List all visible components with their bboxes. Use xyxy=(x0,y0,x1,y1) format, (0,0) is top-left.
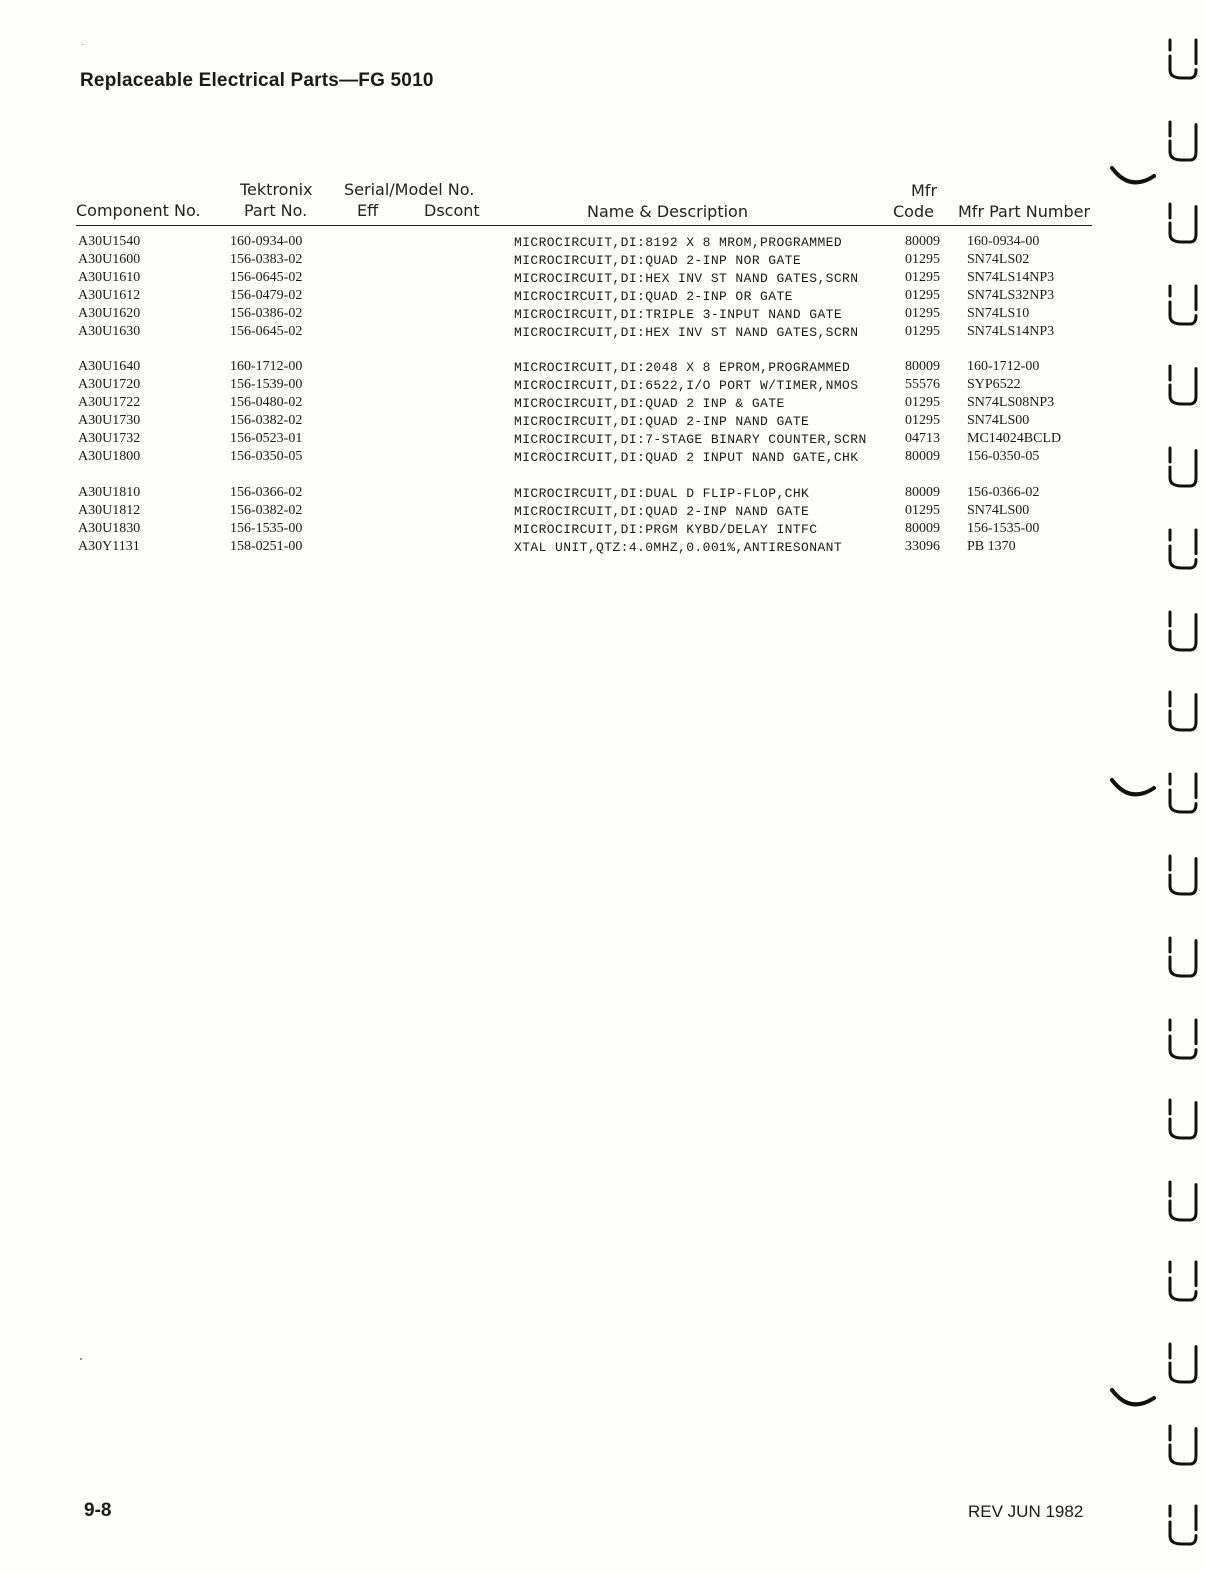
binder-hole-mark xyxy=(1170,692,1196,730)
col-header-component-no: Component No. xyxy=(76,201,201,220)
component-no-cell: A30U1640 xyxy=(78,359,141,374)
mfr-code-cell: 04713 xyxy=(905,430,940,446)
binder-hole-mark xyxy=(1170,286,1196,324)
mfr-code-cell: 01295 xyxy=(905,502,940,518)
mfr-part-number-cell: 156-0350-05 xyxy=(967,448,1040,464)
binder-hole-mark xyxy=(1170,122,1196,160)
description-cell: MICROCIRCUIT,DI:QUAD 2 INPUT NAND GATE,CHK xyxy=(514,449,859,465)
mfr-part-number-cell: SN74LS10 xyxy=(967,305,1030,321)
binder-hole-mark xyxy=(1170,1344,1196,1382)
binder-hole-mark xyxy=(1170,530,1196,568)
binder-ring-arc xyxy=(1112,1390,1154,1404)
description-cell: MICROCIRCUIT,DI:TRIPLE 3-INPUT NAND GATE xyxy=(514,306,843,322)
binder-hole-mark xyxy=(1170,1020,1196,1058)
part-no-cell: 156-0479-02 xyxy=(230,287,303,303)
col-header-serial-model: Serial/Model No. xyxy=(344,180,475,199)
description-cell: MICROCIRCUIT,DI:HEX INV ST NAND GATES,SCRN xyxy=(514,270,859,286)
page-number: 9-8 xyxy=(84,1500,112,1521)
binder-hole-mark xyxy=(1170,448,1196,486)
mfr-code-cell: 80009 xyxy=(905,485,940,500)
mfr-code-cell: 01295 xyxy=(905,251,940,267)
binder-ring-arc xyxy=(1112,780,1154,794)
part-no-cell: 160-1712-00 xyxy=(230,359,303,374)
mfr-code-cell: 80009 xyxy=(905,234,940,249)
mfr-part-number-cell: SN74LS00 xyxy=(967,502,1030,518)
binder-hole-mark xyxy=(1170,1426,1196,1464)
mfr-part-number-cell: SYP6522 xyxy=(967,376,1021,392)
description-cell: MICROCIRCUIT,DI:QUAD 2-INP NOR GATE xyxy=(514,252,802,268)
binder-hole-mark xyxy=(1170,366,1196,404)
binder-hole-mark xyxy=(1170,1100,1196,1138)
revision-date: REV JUN 1982 xyxy=(968,1502,1084,1521)
part-no-cell: 156-0386-02 xyxy=(230,305,303,321)
description-cell: MICROCIRCUIT,DI:QUAD 2 INP & GATE xyxy=(514,395,785,411)
binder-hole-mark xyxy=(1170,40,1196,78)
description-cell: MICROCIRCUIT,DI:6522,I/O PORT W/TIMER,NMOS xyxy=(514,377,859,393)
mfr-part-number-cell: SN74LS00 xyxy=(967,412,1030,428)
col-header-code: Code xyxy=(893,202,934,221)
mfr-code-cell: 55576 xyxy=(905,376,940,392)
mfr-part-number-cell: 156-1535-00 xyxy=(967,520,1040,536)
part-no-cell: 156-0480-02 xyxy=(230,394,303,410)
binder-hole-mark xyxy=(1170,774,1196,812)
col-header-tektronix: Tektronix xyxy=(240,180,313,199)
part-no-cell: 158-0251-00 xyxy=(230,538,303,554)
component-no-cell: A30U1730 xyxy=(78,412,141,428)
mfr-code-cell: 01295 xyxy=(905,269,940,285)
mfr-part-number-cell: SN74LS32NP3 xyxy=(967,287,1055,303)
component-no-cell: A30U1610 xyxy=(78,269,141,285)
mfr-part-number-cell: 160-1712-00 xyxy=(967,359,1040,374)
description-cell: MICROCIRCUIT,DI:PRGM KYBD/DELAY INTFC xyxy=(514,521,818,537)
binder-hole-mark xyxy=(1170,1506,1196,1544)
part-no-cell: 156-0382-02 xyxy=(230,412,303,428)
mfr-part-number-cell: 160-0934-00 xyxy=(967,234,1040,249)
mfr-code-cell: 80009 xyxy=(905,520,940,536)
col-header-eff: Eff xyxy=(357,201,379,220)
scan-speck xyxy=(80,1358,82,1360)
description-cell: MICROCIRCUIT,DI:DUAL D FLIP-FLOP,CHK xyxy=(514,486,810,501)
component-no-cell: A30U1800 xyxy=(78,448,141,464)
part-no-cell: 156-0350-05 xyxy=(230,448,303,464)
part-no-cell: 156-1535-00 xyxy=(230,520,303,536)
mfr-part-number-cell: MC14024BCLD xyxy=(967,430,1062,446)
binder-hole-mark xyxy=(1170,856,1196,894)
col-header-mfr: Mfr xyxy=(911,181,938,200)
mfr-code-cell: 01295 xyxy=(905,287,940,303)
col-header-dscont: Dscont xyxy=(424,201,480,220)
component-no-cell: A30Y1131 xyxy=(78,538,140,554)
part-no-cell: 160-0934-00 xyxy=(230,234,303,249)
description-cell: MICROCIRCUIT,DI:QUAD 2-INP NAND GATE xyxy=(514,413,810,429)
mfr-part-number-cell: SN74LS02 xyxy=(967,251,1030,267)
mfr-part-number-cell: SN74LS14NP3 xyxy=(967,323,1055,339)
mfr-part-number-cell: 156-0366-02 xyxy=(967,485,1040,500)
component-no-cell: A30U1630 xyxy=(78,323,141,339)
col-header-part-no: Part No. xyxy=(244,201,308,220)
description-cell: MICROCIRCUIT,DI:7-STAGE BINARY COUNTER,SCRN xyxy=(514,431,867,447)
mfr-part-number-cell: SN74LS08NP3 xyxy=(967,394,1055,410)
part-no-cell: 156-0383-02 xyxy=(230,251,303,267)
part-no-cell: 156-1539-00 xyxy=(230,376,303,392)
mfr-part-number-cell: PB 1370 xyxy=(967,538,1016,554)
binder-hole-mark xyxy=(1170,612,1196,650)
col-header-name-description: Name & Description xyxy=(587,202,748,221)
col-header-mfr-part-number: Mfr Part Number xyxy=(958,202,1091,221)
binder-holes xyxy=(1090,0,1206,1574)
header-rule xyxy=(76,225,1092,226)
mfr-code-cell: 01295 xyxy=(905,323,940,339)
component-no-cell: A30U1830 xyxy=(78,520,141,536)
description-cell: MICROCIRCUIT,DI:8192 X 8 MROM,PROGRAMMED xyxy=(514,235,843,250)
component-no-cell: A30U1722 xyxy=(78,394,141,410)
mfr-part-number-cell: SN74LS14NP3 xyxy=(967,269,1055,285)
part-no-cell: 156-0366-02 xyxy=(230,485,303,500)
binder-ring-arc xyxy=(1112,168,1154,182)
part-no-cell: 156-0645-02 xyxy=(230,269,303,285)
document-title: Replaceable Electrical Parts—FG 5010 xyxy=(80,70,434,91)
description-cell: MICROCIRCUIT,DI:QUAD 2-INP NAND GATE xyxy=(514,503,810,519)
description-cell: XTAL UNIT,QTZ:4.0MHZ,0.001%,ANTIRESONANT xyxy=(514,539,843,555)
description-cell: MICROCIRCUIT,DI:QUAD 2-INP OR GATE xyxy=(514,288,793,304)
binder-hole-mark xyxy=(1170,938,1196,976)
component-no-cell: A30U1810 xyxy=(78,485,141,500)
description-cell: MICROCIRCUIT,DI:HEX INV ST NAND GATES,SCRN xyxy=(514,324,859,340)
mfr-code-cell: 01295 xyxy=(905,394,940,410)
binder-hole-mark xyxy=(1170,204,1196,242)
component-no-cell: A30U1812 xyxy=(78,502,141,518)
description-cell: MICROCIRCUIT,DI:2048 X 8 EPROM,PROGRAMMED xyxy=(514,360,851,375)
scan-speck xyxy=(82,44,83,45)
part-no-cell: 156-0523-01 xyxy=(230,430,303,446)
component-no-cell: A30U1540 xyxy=(78,234,141,249)
mfr-code-cell: 01295 xyxy=(905,305,940,321)
mfr-code-cell: 80009 xyxy=(905,359,940,374)
component-no-cell: A30U1620 xyxy=(78,305,141,321)
component-no-cell: A30U1612 xyxy=(78,287,141,303)
component-no-cell: A30U1732 xyxy=(78,430,141,446)
mfr-code-cell: 01295 xyxy=(905,412,940,428)
part-no-cell: 156-0645-02 xyxy=(230,323,303,339)
component-no-cell: A30U1600 xyxy=(78,251,141,267)
part-no-cell: 156-0382-02 xyxy=(230,502,303,518)
mfr-code-cell: 33096 xyxy=(905,538,940,554)
binder-hole-mark xyxy=(1170,1182,1196,1220)
mfr-code-cell: 80009 xyxy=(905,448,940,464)
component-no-cell: A30U1720 xyxy=(78,376,141,392)
binder-hole-mark xyxy=(1170,1262,1196,1300)
